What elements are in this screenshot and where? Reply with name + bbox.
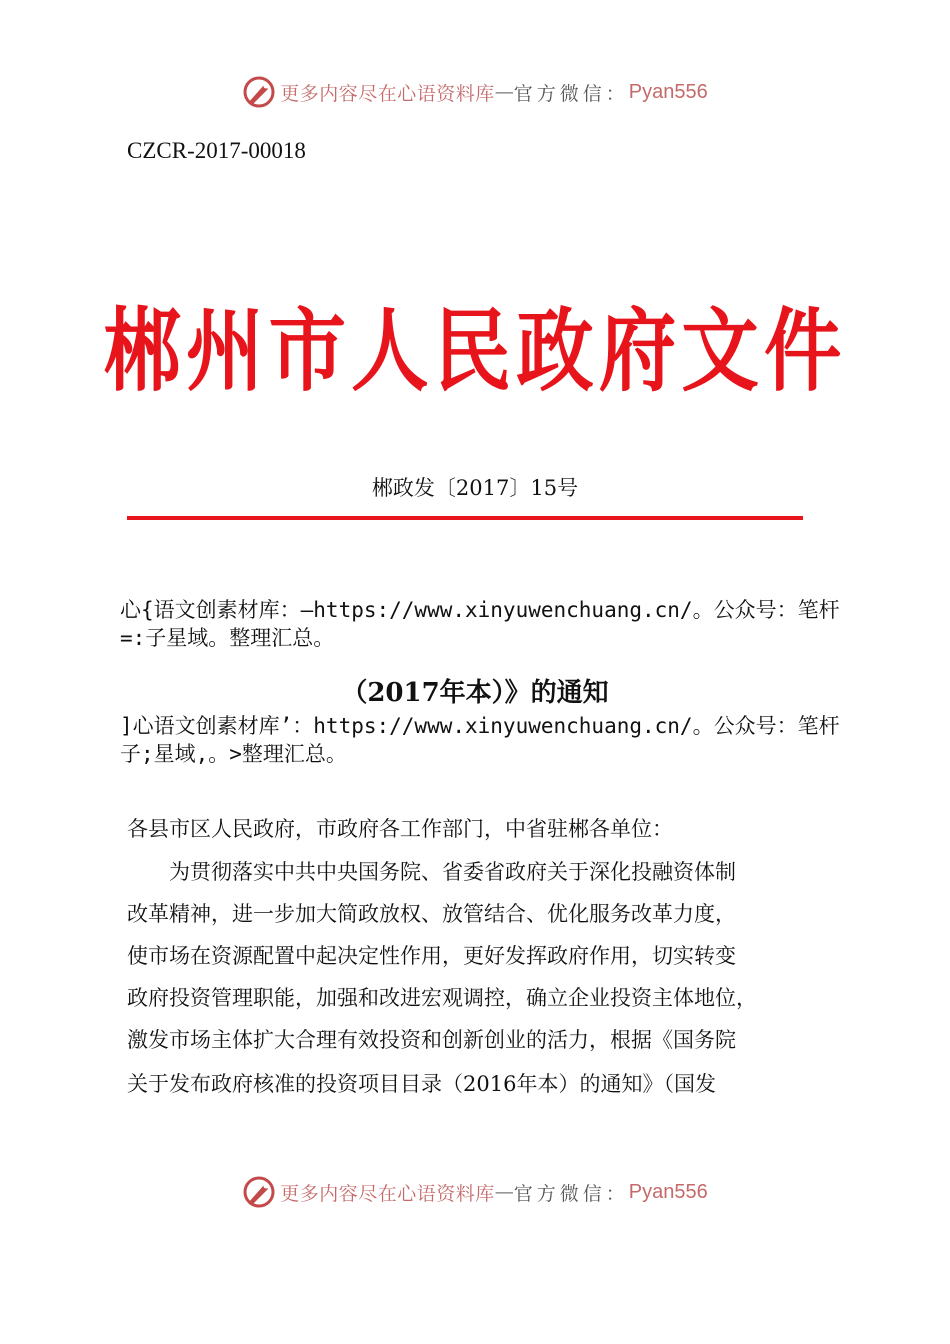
paragraph-line: 激发市场主体扩大合理有效投资和创新创业的活力，根据《国务院 xyxy=(127,1028,736,1052)
paragraph-line: 为贯彻落实中共中央国务院、省委省政府关于深化投融资体制 xyxy=(169,860,736,884)
bottom-banner xyxy=(0,1172,950,1212)
paragraph-line: 政府投资管理职能，加强和改进宏观调控，确立企业投资主体地位， xyxy=(127,986,757,1010)
top-banner xyxy=(0,72,950,112)
banner-text: 更多内容尽在心语资料库 xyxy=(280,1182,495,1205)
watermark-line: =:子星域。整理汇总。 xyxy=(120,626,335,650)
watermark-line: ]心语文创素材库’：https://www.xinyuwenchuang.cn/。公众号：笔杆 xyxy=(120,714,840,738)
banner-wechat-id: Pyan556 xyxy=(628,1180,708,1203)
banner-text: 更多内容尽在心语资料库 xyxy=(280,82,495,105)
salutation: 各县市区人民政府，市政府各工作部门，中省驻郴各单位： xyxy=(127,817,673,841)
paragraph-line: 关于发布政府核准的投资项目目录（2016年本）的通知》（国发 xyxy=(127,1072,716,1096)
watermark-line: 心{语文创素材库：—https://www.xinyuwenchuang.cn/。公众号：笔杆 xyxy=(120,598,840,622)
banner-official: 官方微信： xyxy=(513,82,629,105)
paragraph-line: 改革精神，进一步加大简政放权、放管结合、优化服务改革力度， xyxy=(127,902,736,926)
document-code: CZCR-2017-00018 xyxy=(127,138,306,163)
banner-wechat-id: Pyan556 xyxy=(628,80,708,103)
paragraph-line: 使市场在资源配置中起决定性作用，更好发挥政府作用，切实转变 xyxy=(127,944,736,968)
pen-logo-icon xyxy=(242,1175,276,1209)
red-divider xyxy=(127,516,803,520)
issuer-title: 郴州市人民政府文件 xyxy=(103,299,847,404)
notice-title: （2017年本）》的通知 xyxy=(341,678,609,708)
banner-dash: — xyxy=(494,1181,514,1203)
pen-logo-icon xyxy=(242,75,276,109)
banner-official: 官方微信： xyxy=(513,1182,629,1205)
watermark-line: 子;星域,。>整理汇总。 xyxy=(120,742,347,766)
document-number: 郴政发〔2017〕15号 xyxy=(371,476,579,500)
banner-dash: — xyxy=(494,81,514,103)
